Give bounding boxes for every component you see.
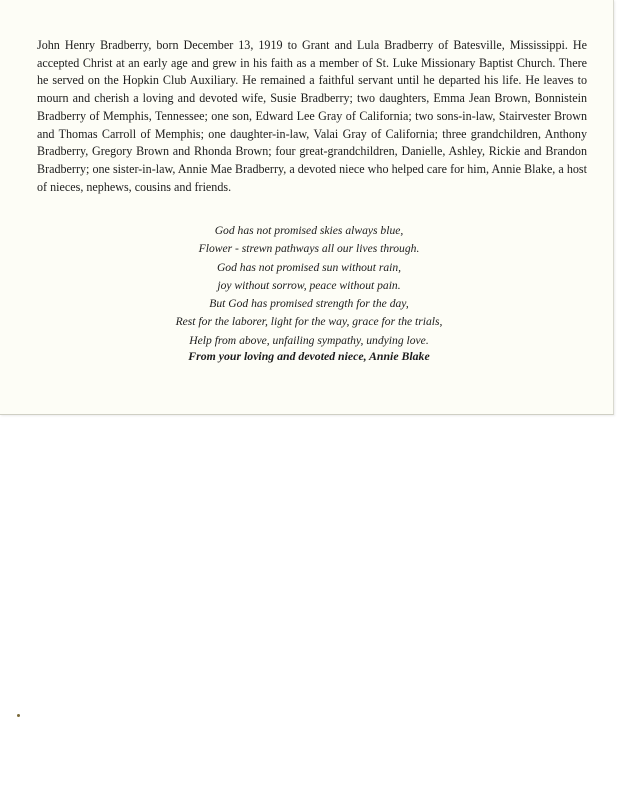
signature-line: From your loving and devoted niece, Annie Blake bbox=[188, 349, 430, 363]
poem-line: God has not promised sun without rain, bbox=[216, 260, 402, 274]
poem bbox=[0, 222, 618, 350]
poem-line: Help from above, unfailing sympathy, undying love. bbox=[189, 333, 429, 347]
poem-line: joy without sorrow, peace without pain. bbox=[217, 278, 401, 292]
poem-line: Flower - strewn pathways all our lives through. bbox=[198, 242, 420, 256]
poem-line: Rest for the laborer, light for the way, grace for the trials, bbox=[175, 315, 443, 329]
obituary-paragraph: John Henry Bradberry, born December 13, 1919 to Grant and Lula Bradberry of Batesville, Mississippi. He accepted Christ at an early age and grew in his faith as a member of St. Luke Missionary Baptist Church. There he served on the Hopkin Club Auxiliary. He remained a faithful servant until he departed his life. He leaves to mourn and cherish a loving and devoted wife, Susie Bradberry; two daughters, Emma Jean Brown, Bonnistein Bradberry of Memphis, Tennessee; one son, Edward Lee Gray of California; two sons-in-law, Stairvester Brown and Thomas Carroll of Memphis; one daughter-in-law, Valai Gray of California; three grandchildren, Anthony Bradberry, Gregory Brown and Rhonda Brown; four great-grandchildren, Danielle, Ashley, Rickie and Brandon Bradberry; one sister-in-law, Annie Mae Bradberry, a devoted niece who helped care for him, Annie Blake, a host of nieces, nephews, cousins and friends. bbox=[37, 38, 587, 194]
paper-speck bbox=[17, 714, 20, 717]
poem-line: But God has promised strength for the day, bbox=[209, 297, 409, 311]
poem-line: God has not promised skies always blue, bbox=[214, 224, 404, 237]
